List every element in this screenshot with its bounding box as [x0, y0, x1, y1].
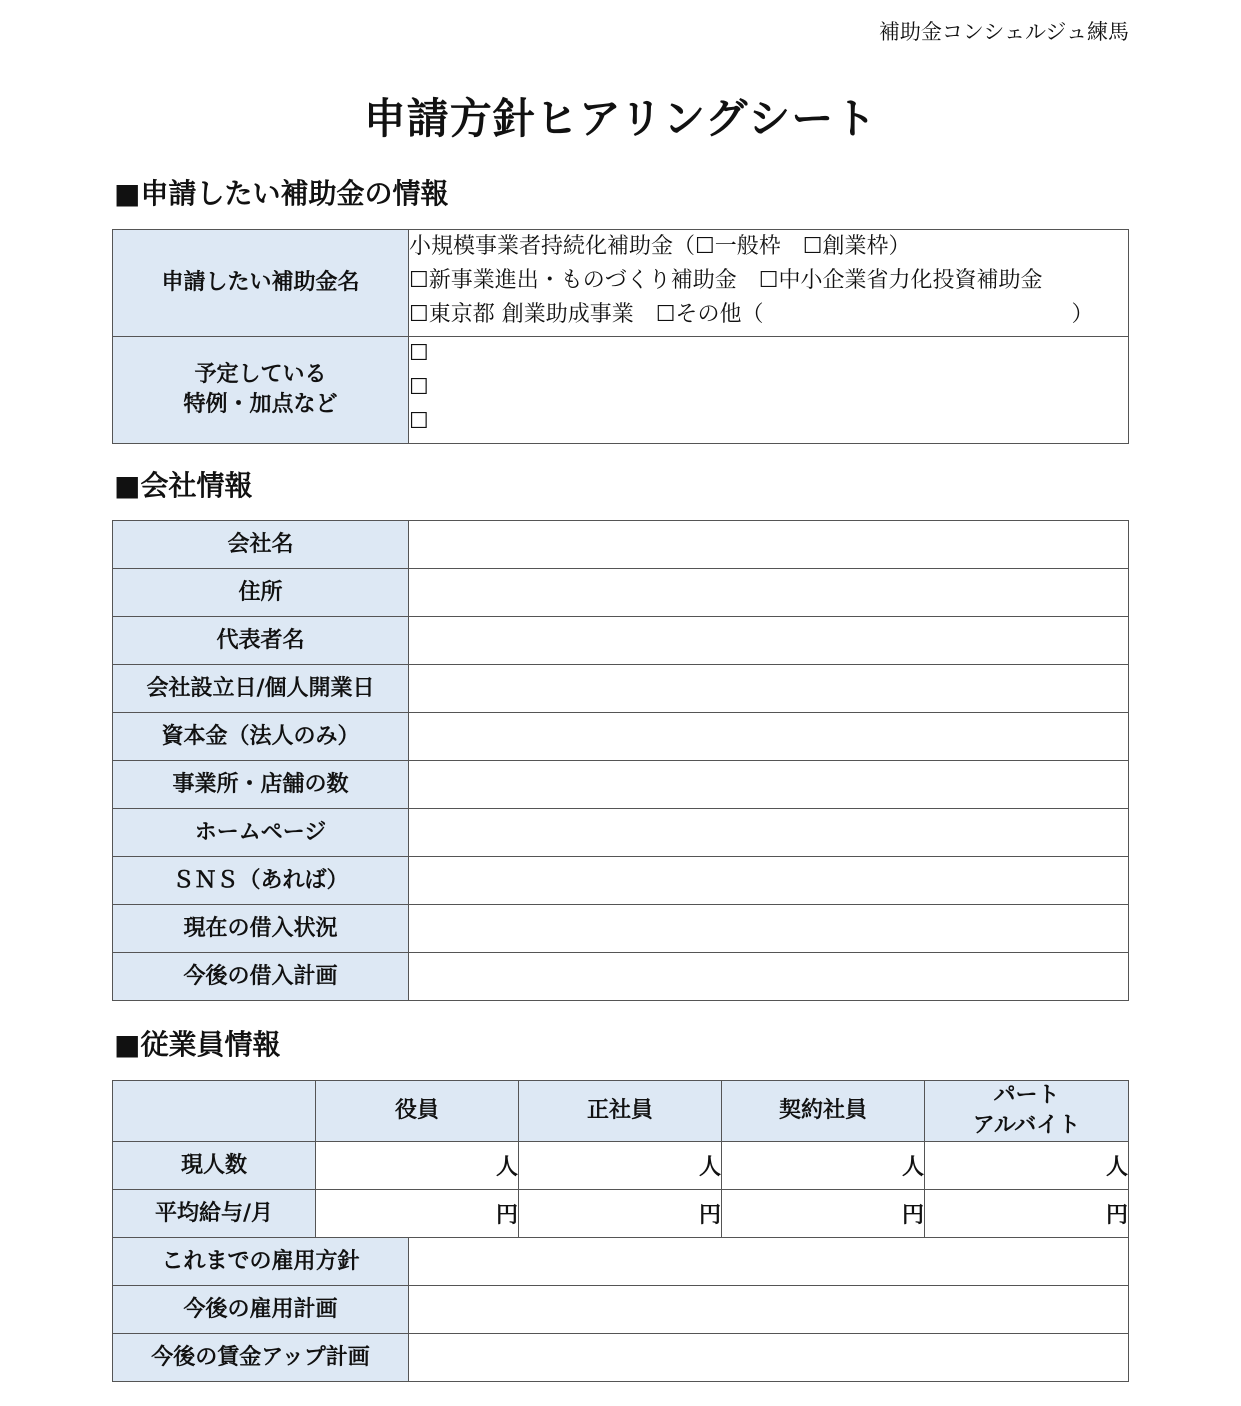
company-name-label: 会社名 [113, 521, 409, 569]
column-header-contract: 契約社員 [722, 1081, 925, 1142]
salary-full-time-field[interactable]: 円 [519, 1190, 722, 1238]
subsidy-options-cell[interactable] [409, 230, 1129, 337]
checkbox[interactable]: ☐ [409, 375, 429, 400]
headcount-label: 現人数 [113, 1142, 316, 1190]
subsidy-option-line[interactable]: 小規模事業者持続化補助金（☐一般枠 ☐創業枠） [409, 234, 911, 259]
page-title: 申請方針ヒアリングシート [363, 94, 878, 143]
headcount-full-time-field[interactable]: 人 [519, 1142, 722, 1190]
wage-increase-plan-label: 今後の賃金アップ計画 [113, 1334, 409, 1382]
employee-table [112, 1080, 1129, 1238]
checkbox[interactable]: ☐ [409, 409, 429, 434]
special-measures-cell[interactable] [409, 337, 1129, 444]
past-hiring-policy-label: これまでの雇用方針 [113, 1238, 409, 1286]
address-label: 住所 [113, 569, 409, 617]
checkbox[interactable]: ☐ [409, 341, 429, 366]
salary-part-time-field[interactable]: 円 [925, 1190, 1129, 1238]
subsidy-section-heading: ■申請したい補助金の情報 [114, 177, 449, 210]
subsidy-option-line[interactable]: ☐新事業進出・ものづくり補助金 ☐中小企業省力化投資補助金 [409, 268, 1043, 293]
future-hiring-plan-field[interactable] [409, 1286, 1129, 1334]
headcount-officers-field[interactable]: 人 [316, 1142, 519, 1190]
column-header-part-time [925, 1081, 1129, 1142]
representative-label: 代表者名 [113, 617, 409, 665]
subsidy-table [112, 229, 1129, 444]
headcount-contract-field[interactable]: 人 [722, 1142, 925, 1190]
column-header-officers: 役員 [316, 1081, 519, 1142]
organization-name: 補助金コンシェルジュ練馬 [878, 20, 1129, 44]
sns-field[interactable] [409, 857, 1129, 905]
homepage-label: ホームページ [113, 809, 409, 857]
founding-date-label: 会社設立日/個人開業日 [113, 665, 409, 713]
sns-label: ＳＮＳ（あれば） [113, 857, 409, 905]
homepage-field[interactable] [409, 809, 1129, 857]
salary-officers-field[interactable]: 円 [316, 1190, 519, 1238]
future-hiring-plan-label: 今後の雇用計画 [113, 1286, 409, 1334]
capital-field[interactable] [409, 713, 1129, 761]
future-borrowing-field[interactable] [409, 953, 1129, 1001]
employee-section-heading: ■従業員情報 [114, 1028, 281, 1061]
company-table [112, 520, 1129, 1001]
representative-field[interactable] [409, 617, 1129, 665]
address-field[interactable] [409, 569, 1129, 617]
subsidy-name-label: 申請したい補助金名 [113, 230, 409, 337]
column-header-full-time: 正社員 [519, 1081, 722, 1142]
subsidy-option-line[interactable]: ☐東京都 創業助成事業 ☐その他（ ） [409, 302, 1094, 327]
company-name-field[interactable] [409, 521, 1129, 569]
average-salary-label: 平均給与/月 [113, 1190, 316, 1238]
founding-date-field[interactable] [409, 665, 1129, 713]
future-borrowing-label: 今後の借入計画 [113, 953, 409, 1001]
past-hiring-policy-field[interactable] [409, 1238, 1129, 1286]
wage-increase-plan-field[interactable] [409, 1334, 1129, 1382]
column-header-line: アルバイト [972, 1113, 1081, 1138]
special-measures-label-line: 予定している [194, 362, 327, 387]
locations-count-field[interactable] [409, 761, 1129, 809]
capital-label: 資本金（法人のみ） [113, 713, 409, 761]
company-section-heading: ■会社情報 [114, 469, 253, 502]
column-header-line: パート [993, 1083, 1060, 1108]
corner-cell [113, 1081, 316, 1142]
current-borrowing-field[interactable] [409, 905, 1129, 953]
locations-count-label: 事業所・店舗の数 [113, 761, 409, 809]
current-borrowing-label: 現在の借入状況 [113, 905, 409, 953]
employment-policy-table [112, 1237, 1129, 1382]
headcount-part-time-field[interactable]: 人 [925, 1142, 1129, 1190]
special-measures-label-line: 特例・加点など [183, 392, 338, 417]
special-measures-label [113, 337, 409, 444]
salary-contract-field[interactable]: 円 [722, 1190, 925, 1238]
